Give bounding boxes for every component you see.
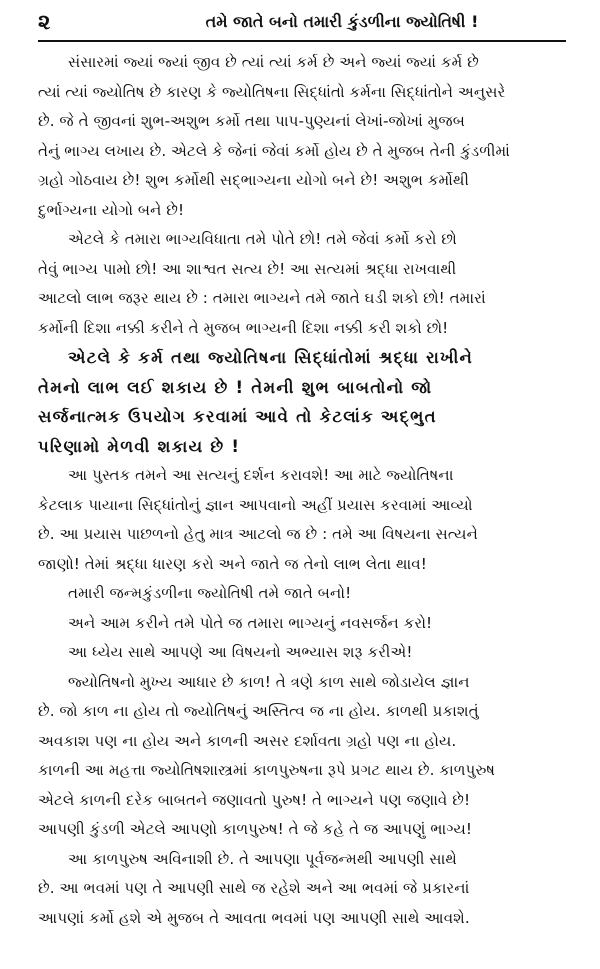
text-line: ગ્રહો ગોઠવાય છે! શુભ કર્મોથી સદ્ભાગ્યના યોગો બને છે! અશુભ કર્મોથી xyxy=(38,171,469,189)
text-line: સંસારમાં જ્યાં જ્યાં જીવ છે ત્યાં ત્યાં કર્મ છે અને જ્યાં જ્યાં કર્મ છે xyxy=(68,53,479,71)
text-line: આટલો લાભ જરૂર થાય છે : તમારા ભાગ્યને તમે જાતે ઘડી શકો છો! તમારાં xyxy=(38,289,486,307)
text-line: જ્યોતિષનો મુખ્ય આધાર છે કાળ! તે ત્રણે કાળ સાથે જોડાયેલ જ્ઞાન xyxy=(68,672,470,691)
text-line: દુર્ભાગ્યના યોગો બને છે! xyxy=(38,200,185,219)
text-line: એટલે કાળની દરેક બાબતને જણાવતો પુરુષ! તે ભાગ્યને પણ જણાવે છે! xyxy=(38,790,471,809)
text-line: જાણો! તેમાં શ્રદ્ધા ધારણ કરો અને જાતે જ તેનો લાભ લેતા થાવ! xyxy=(38,554,427,573)
text-line: આપણી કુંડળી એટલે આપણો કાળપુરુષ! તે જે કહે તે જ આપણું ભાગ્ય! xyxy=(38,820,473,838)
text-line: કેટલાક પાયાના સિદ્ધાંતોનું જ્ઞાન આપવાનો અહીં પ્રયાસ કરવામાં આવ્યો xyxy=(38,495,473,514)
text-line: છે. આ પ્રયાસ પાછળનો હેતુ માત્ર આટલો જ છે : તમે આ વિષયના સત્યને xyxy=(38,525,478,543)
text-line: છે. જો કાળ ના હોય તો જ્યોતિષનું અસ્તિત્વ જ ના હોય. કાળથી પ્રકાશતું xyxy=(38,702,479,720)
text-line: અને આમ કરીને તમે પોતે જ તમારા ભાગ્યનું નવસર્જન કરો! xyxy=(68,613,433,632)
text-line: સર્જનાત્મક ઉપયોગ કરવામાં આવે તો કેટલાંક અદ્ભુત xyxy=(38,407,437,426)
text-line: કર્મોની દિશા નક્કી કરીને તે મુજબ ભાગ્યની દિશા નક્કી કરી શકો છો! xyxy=(38,318,449,337)
page-number: ૨ xyxy=(38,10,51,34)
text-line: અવકાશ પણ ના હોય અને કાળની અસર દર્શાવતા ગ્રહો પણ ના હોય. xyxy=(38,731,457,750)
text-line: તેનું ભાગ્ય લખાય છે. એટલે કે જેનાં જેવાં કર્મો હોય છે તે મુજબ તેની કુંડળીમાં xyxy=(38,141,510,160)
text-line: પરિણામો મેળવી શકાય છે ! xyxy=(38,436,241,456)
page-header xyxy=(38,0,566,40)
text-line: તેમનો લાભ લઈ શકાય છે ! તેમની શુભ બાબતોનો જો xyxy=(38,377,433,397)
running-title: તમે જાતે બનો તમારી કુંડળીના જ્યોતિષી ! xyxy=(205,12,479,31)
text-line: છે. જે તે જીવનાં શુભ-અશુભ કર્મો તથા પાપ-પુણ્યનાં લેખાં-જોખાં મુજબ xyxy=(38,112,465,130)
text-line: આ ધ્યેય સાથે આપણે આ વિષયનો અભ્યાસ શરૂ કરીએ! xyxy=(68,643,413,661)
header-rule xyxy=(38,40,566,42)
text-line: આ પુસ્તક તમને આ સત્યનું દર્શન કરાવશે! આ માટે જ્યોતિષના xyxy=(68,466,454,484)
text-line: એટલે કે કર્મ તથા જ્યોતિષના સિદ્ધાંતોમાં શ્રદ્ધા રાખીને xyxy=(68,348,474,367)
text-line: ત્યાં ત્યાં જ્યોતિષ છે કારણ કે જ્યોતિષના સિદ્ધાંતો કર્મના સિદ્ધાંતોને અનુસરે xyxy=(38,82,506,101)
body-text xyxy=(38,40,566,933)
text-line: આપણાં કર્મો હશે એ મુજબ તે આવતા ભવમાં પણ આપણી સાથે આવશે. xyxy=(38,908,470,927)
text-line: છે. આ ભવમાં પણ તે આપણી સાથે જ રહેશે અને આ ભવમાં જે પ્રકારનાં xyxy=(38,879,470,897)
text-line: તમારી જન્મકુંડળીના જ્યોતિષી તમે જાતે બનો! xyxy=(68,584,352,602)
text-line: એટલે કે તમારા ભાગ્યવિધાતા તમે પોતે છો! તમે જેવાં કર્મો કરો છો xyxy=(68,230,457,248)
text-line: કાળની આ મહત્તા જ્યોતિષશાસ્ત્રમાં કાળપુરુષના રૂપે પ્રગટ થાય છે. કાળપુરુષ xyxy=(38,761,496,779)
text-line: આ કાળપુરુષ અવિનાશી છે. તે આપણા પૂર્વજન્મથી આપણી સાથે xyxy=(68,849,457,868)
text-line: તેવું ભાગ્ય પામો છો! આ શાશ્વત સત્ય છે! આ સત્યમાં શ્રદ્ધા રાખવાથી xyxy=(38,259,457,278)
